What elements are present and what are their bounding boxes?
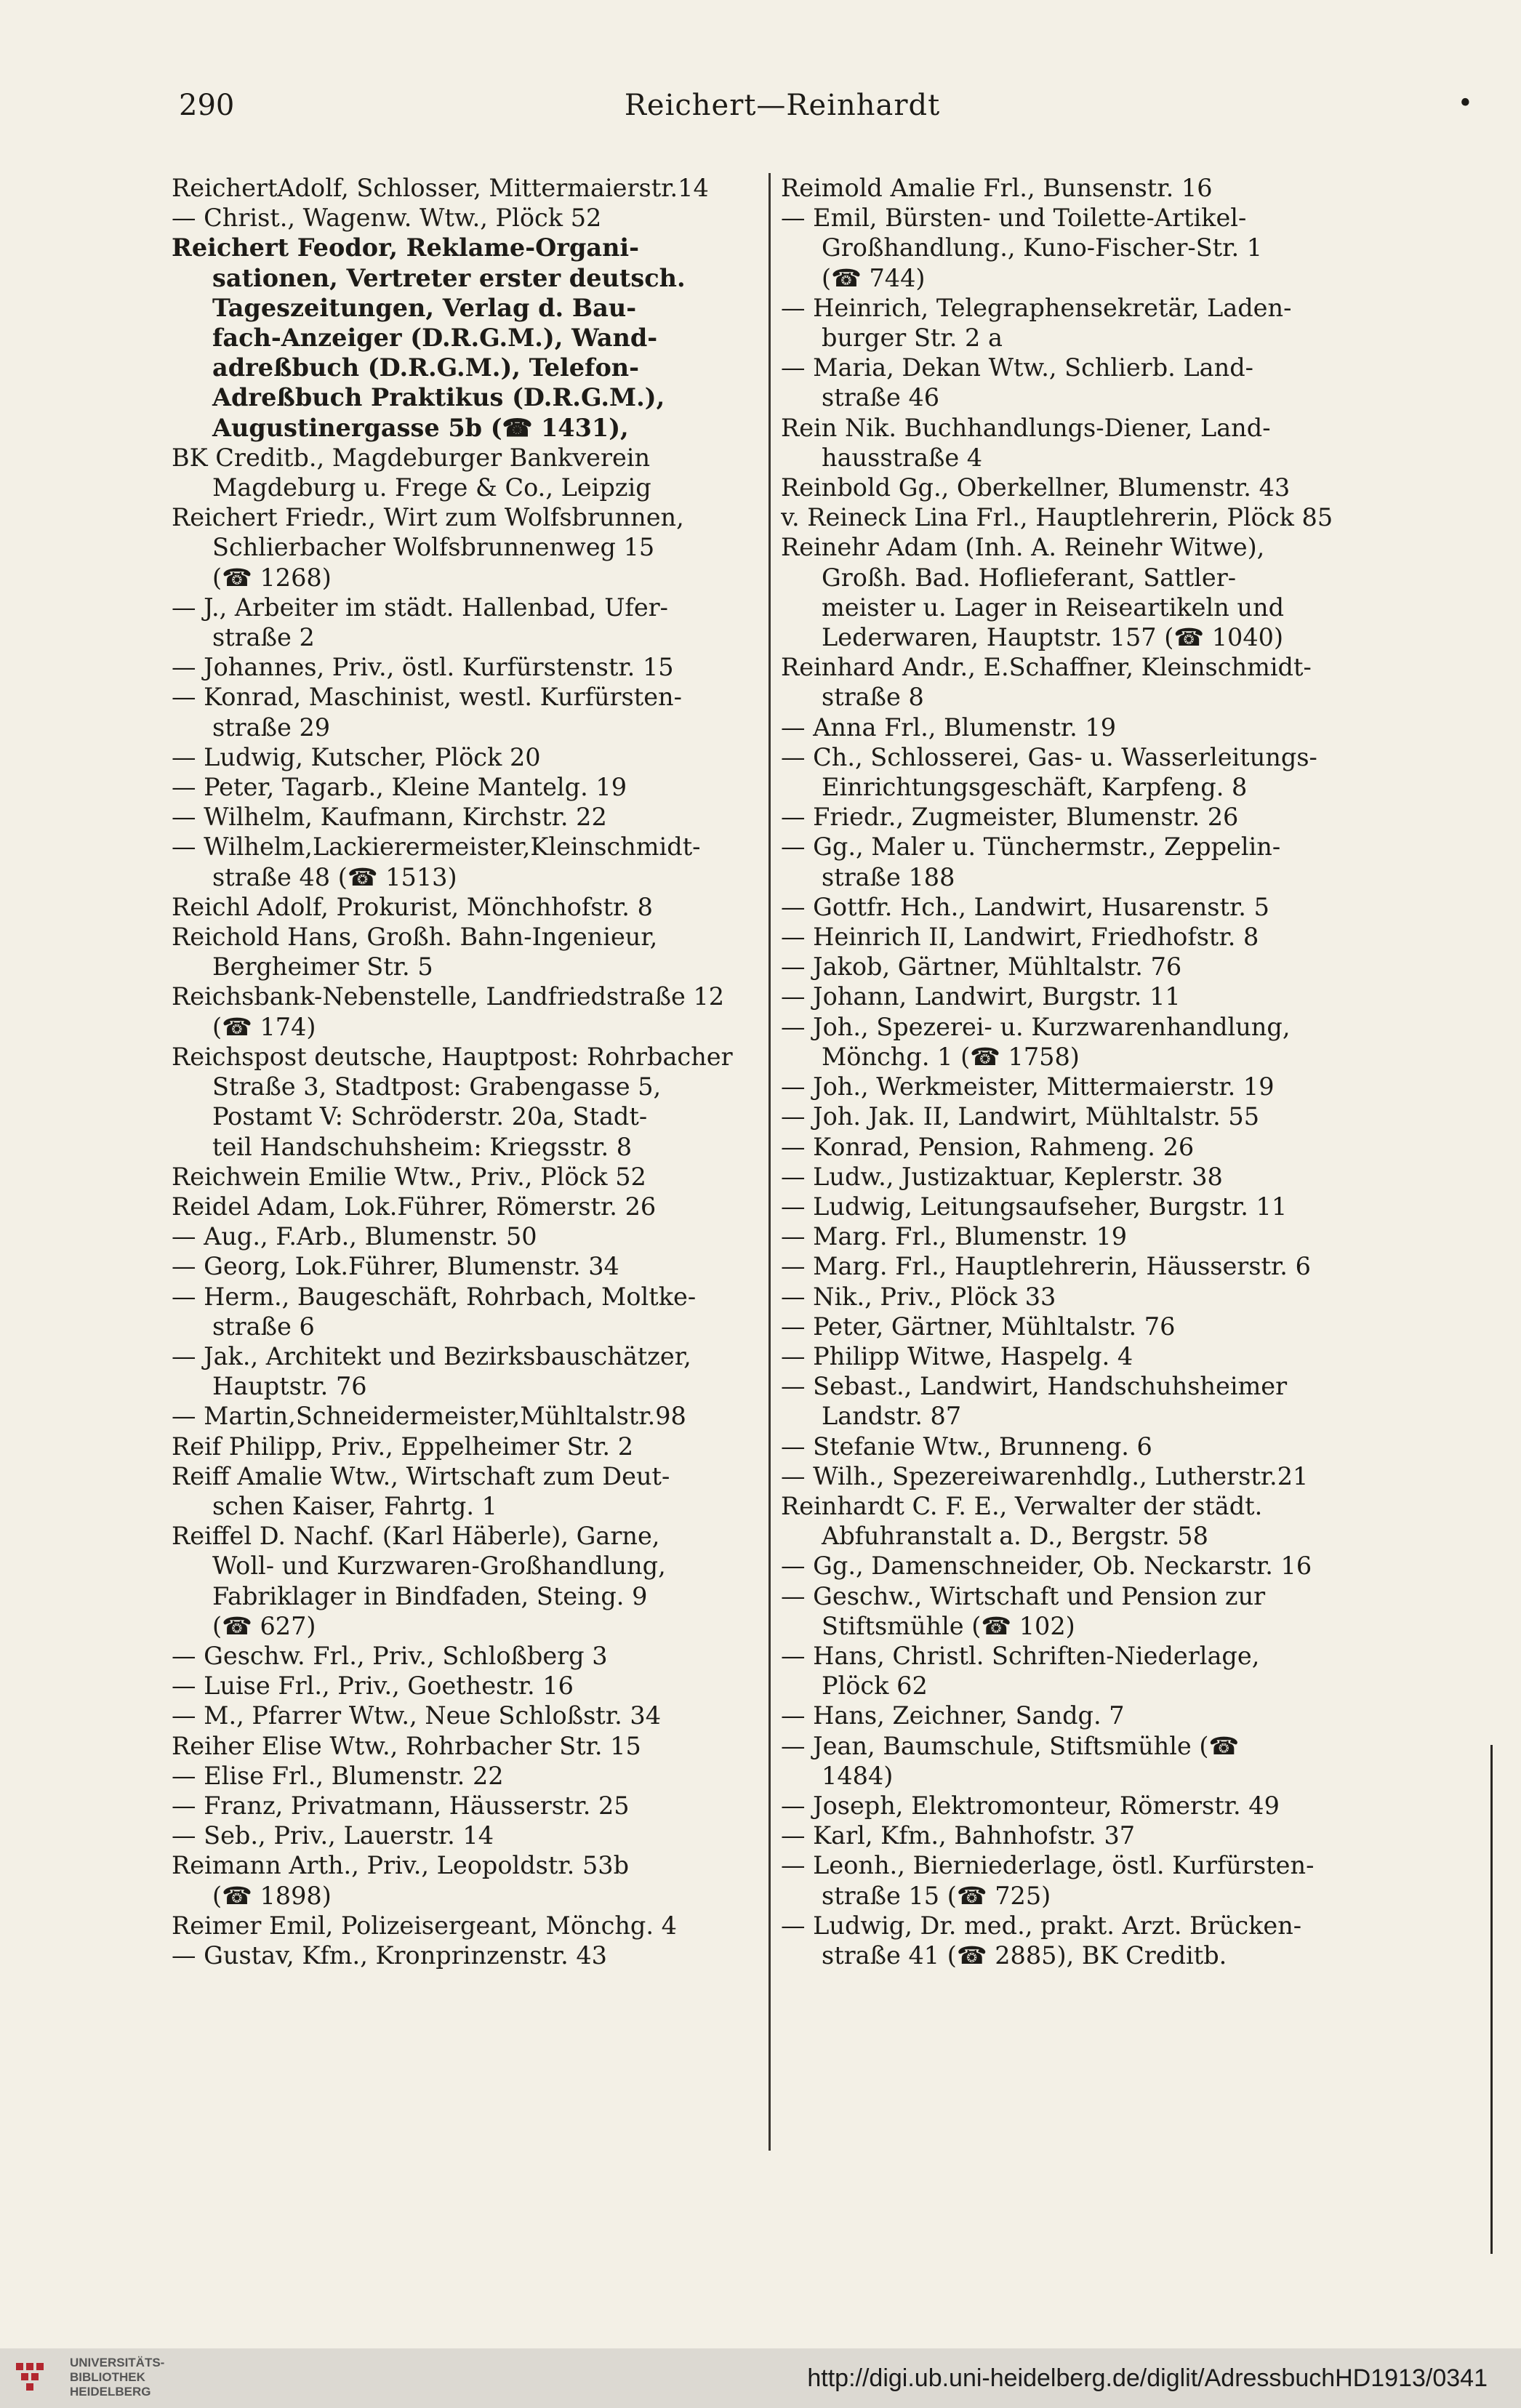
directory-entry (781, 1551, 1363, 1581)
entry-line: Reif Philipp, Priv., Eppelheimer Str. 2 (172, 1432, 634, 1461)
entry-line: Reimann Arth., Priv., Leopoldstr. 53b (172, 1851, 630, 1880)
directory-entry (781, 1701, 1363, 1730)
entry-line: — Heinrich, Telegraphensekretär, Laden- (781, 293, 1292, 322)
directory-entry (172, 443, 753, 502)
entry-line: — Joh. Jak. II, Landwirt, Mühltalstr. 55 (781, 1102, 1260, 1131)
directory-entry (172, 1401, 753, 1431)
directory-entry (172, 832, 753, 891)
entry-continuation-line: teil Handschuhsheim: Kriegsstr. 8 (212, 1132, 633, 1161)
entry-continuation-line: straße 41 (☎ 2885), BK Creditb. (822, 1941, 1227, 1970)
entry-line: — Ludwig, Dr. med., prakt. Arzt. Brücken- (781, 1911, 1302, 1940)
page-header (179, 89, 1473, 132)
entry-continuation-line: (☎ 174) (212, 1012, 316, 1041)
directory-entry (172, 173, 753, 203)
entry-line: — Joh., Werkmeister, Mittermaierstr. 19 (781, 1072, 1275, 1101)
directory-entry (172, 1791, 753, 1821)
directory-entry (781, 832, 1363, 891)
entry-line: — Johann, Landwirt, Burgstr. 11 (781, 982, 1181, 1011)
directory-entry (172, 1461, 753, 1521)
permalink-url[interactable]: http://digi.ub.uni-heidelberg.de/diglit/AdressbuchHD1913/0341 (807, 2364, 1488, 2392)
entry-line: Reichert Feodor, Reklame-Organi- (172, 233, 640, 262)
entry-line: Rein Nik. Buchhandlungs-Diener, Land- (781, 413, 1271, 442)
entry-continuation-line: Plöck 62 (822, 1671, 928, 1701)
directory-entry (781, 293, 1363, 353)
entry-continuation-line: (☎ 1898) (212, 1881, 332, 1910)
directory-entry (781, 1731, 1363, 1791)
directory-entry (781, 1012, 1363, 1072)
directory-entry (781, 473, 1363, 502)
entry-line: — Herm., Baugeschäft, Rohrbach, Moltke- (172, 1282, 697, 1311)
entry-line: — Gustav, Kfm., Kronprinzenstr. 43 (172, 1941, 607, 1970)
entry-continuation-line: Woll- und Kurzwaren-Großhandlung, (212, 1552, 666, 1581)
entry-line: — Hans, Christl. Schriften-Niederlage, (781, 1641, 1260, 1670)
entry-continuation-line: Bergheimer Str. 5 (212, 952, 433, 982)
directory-entry (172, 1341, 753, 1401)
entry-line: — Luise Frl., Priv., Goethestr. 16 (172, 1671, 574, 1701)
entry-line: — Wilhelm, Kaufmann, Kirchstr. 22 (172, 803, 607, 832)
directory-entry (781, 502, 1363, 532)
entry-line: Reiffel D. Nachf. (Karl Häberle), Garne, (172, 1522, 660, 1551)
entry-line: — Joh., Spezerei- u. Kurzwarenhandlung, (781, 1012, 1291, 1041)
directory-entry (781, 892, 1363, 922)
directory-entry (172, 1941, 753, 1970)
entry-line: — Stefanie Wtw., Brunneng. 6 (781, 1432, 1152, 1461)
directory-entry (781, 1162, 1363, 1192)
directory-entry (172, 1221, 753, 1251)
directory-entry (172, 1251, 753, 1281)
entry-continuation-line: straße 46 (822, 383, 940, 412)
right-column (781, 173, 1363, 1970)
entry-continuation-line: Einrichtungsgeschäft, Karpfeng. 8 (822, 773, 1248, 802)
entry-line: Reimer Emil, Polizeisergeant, Mönchg. 4 (172, 1911, 677, 1940)
entry-line: — Geschw., Wirtschaft und Pension zur (781, 1581, 1266, 1610)
entry-line: — Geschw. Frl., Priv., Schloßberg 3 (172, 1641, 608, 1670)
directory-entry (172, 1042, 753, 1162)
entry-continuation-line: adreßbuch (D.R.G.M.), Telefon- (212, 353, 640, 382)
entry-continuation-line: burger Str. 2 a (822, 324, 1003, 353)
directory-entry (781, 1581, 1363, 1641)
entry-continuation-line: hausstraße 4 (822, 443, 983, 472)
entry-continuation-line: Fabriklager in Bindfaden, Steing. 9 (212, 1581, 648, 1610)
entry-line: — Elise Frl., Blumenstr. 22 (172, 1761, 504, 1790)
entry-line: — Christ., Wagenw. Wtw., Plöck 52 (172, 204, 602, 233)
directory-entry (781, 1341, 1363, 1371)
entry-line: — Konrad, Maschinist, westl. Kurfürsten- (172, 683, 682, 712)
directory-entry (172, 593, 753, 652)
entry-continuation-line: Tageszeitungen, Verlag d. Bau- (212, 293, 637, 322)
left-column (172, 173, 753, 1970)
directory-entry (781, 1371, 1363, 1431)
entry-continuation-line: straße 29 (212, 713, 331, 742)
directory-entry (781, 802, 1363, 832)
directory-entry (781, 1850, 1363, 1910)
directory-entry (172, 1731, 753, 1761)
entry-line: — Jak., Architekt und Bezirksbauschätzer, (172, 1341, 691, 1370)
directory-entry (781, 922, 1363, 952)
entry-line: ReichertAdolf, Schlosser, Mittermaierstr.14 (172, 174, 709, 202)
directory-entry (172, 892, 753, 922)
entry-line: Reichsbank-Nebenstelle, Landfriedstraße 12 (172, 982, 725, 1011)
entry-continuation-line: straße 6 (212, 1312, 315, 1341)
entry-line: — Wilhelm,Lackierermeister,Kleinschmidt- (172, 832, 701, 862)
directory-entry (172, 1641, 753, 1671)
entry-line: Reichspost deutsche, Hauptpost: Rohrbacher (172, 1042, 733, 1071)
entry-continuation-line: Augustinergasse 5b (☎ 1431), (212, 413, 629, 442)
entry-continuation-line: Landstr. 87 (822, 1402, 962, 1431)
entry-line: — Ch., Schlosserei, Gas- u. Wasserleitungs- (781, 742, 1317, 771)
directory-entry (781, 1821, 1363, 1850)
directory-entry (172, 1701, 753, 1730)
entry-line: — Johannes, Priv., östl. Kurfürstenstr. 15 (172, 653, 674, 682)
directory-entry (781, 1221, 1363, 1251)
entry-continuation-line: (☎ 1268) (212, 563, 332, 592)
entry-line: — M., Pfarrer Wtw., Neue Schloßstr. 34 (172, 1701, 662, 1730)
footer-bar (0, 2348, 1521, 2408)
directory-entry (781, 353, 1363, 412)
entry-continuation-line: fach-Anzeiger (D.R.G.M.), Wand- (212, 324, 658, 353)
entry-line: — Emil, Bürsten- und Toilette-Artikel- (781, 204, 1247, 233)
entry-continuation-line: meister u. Lager in Reiseartikeln und (822, 593, 1285, 622)
running-title: Reichert—Reinhardt (624, 89, 941, 122)
entry-line: — Friedr., Zugmeister, Blumenstr. 26 (781, 803, 1239, 832)
entry-line: — Gg., Damenschneider, Ob. Neckarstr. 16 (781, 1552, 1312, 1581)
entry-line: Reiher Elise Wtw., Rohrbacher Str. 15 (172, 1731, 641, 1760)
directory-entry (781, 713, 1363, 742)
directory-entry (172, 1761, 753, 1791)
entry-line: — Peter, Tagarb., Kleine Mantelg. 19 (172, 773, 627, 802)
entry-continuation-line: (☎ 744) (822, 263, 926, 292)
entry-line: — Gg., Maler u. Tünchermstr., Zeppelin- (781, 832, 1281, 862)
entry-line: Reinhard Andr., E.Schaffner, Kleinschmidt- (781, 653, 1312, 682)
entry-line: — Georg, Lok.Führer, Blumenstr. 34 (172, 1252, 619, 1281)
entry-line: Reiff Amalie Wtw., Wirtschaft zum Deut- (172, 1461, 670, 1490)
directory-entry (172, 772, 753, 802)
entry-continuation-line: sationen, Vertreter erster deutsch. (212, 263, 686, 292)
directory-entry (172, 1850, 753, 1910)
directory-entry (172, 1162, 753, 1192)
directory-entry (781, 203, 1363, 293)
directory-entry (172, 652, 753, 682)
entry-line: — Peter, Gärtner, Mühltalstr. 76 (781, 1312, 1176, 1341)
entry-line: — Gottfr. Hch., Landwirt, Husarenstr. 5 (781, 892, 1269, 921)
directory-entry (781, 1072, 1363, 1101)
directory-entry (781, 1312, 1363, 1341)
entry-line: Reinhardt C. F. E., Verwalter der städt. (781, 1491, 1263, 1520)
directory-entry (781, 1192, 1363, 1221)
entry-line: Reinbold Gg., Oberkellner, Blumenstr. 43 (781, 473, 1291, 502)
entry-line: — Hans, Zeichner, Sandg. 7 (781, 1701, 1125, 1730)
directory-entry (172, 982, 753, 1041)
directory-entry (781, 1282, 1363, 1312)
directory-entry (781, 952, 1363, 982)
entry-line: — Heinrich II, Landwirt, Friedhofstr. 8 (781, 923, 1259, 952)
directory-entry (172, 233, 753, 442)
directory-entry (781, 1641, 1363, 1701)
entry-continuation-line: straße 8 (822, 683, 924, 712)
entry-line: BK Creditb., Magdeburger Bankverein (172, 443, 651, 472)
entry-line: — Joseph, Elektromonteur, Römerstr. 49 (781, 1791, 1280, 1820)
directory-entry (781, 1791, 1363, 1821)
entry-continuation-line: Straße 3, Stadtpost: Grabengasse 5, (212, 1072, 662, 1101)
entry-line: Reichwein Emilie Wtw., Priv., Plöck 52 (172, 1162, 646, 1191)
directory-entry (781, 1491, 1363, 1551)
entry-line: — J., Arbeiter im städt. Hallenbad, Ufer- (172, 593, 668, 622)
directory-entry (172, 1521, 753, 1641)
entry-continuation-line: Großhandlung., Kuno-Fischer-Str. 1 (822, 233, 1263, 262)
entry-continuation-line: Adreßbuch Praktikus (D.R.G.M.), (212, 383, 665, 412)
entry-line: v. Reineck Lina Frl., Hauptlehrerin, Plöck 85 (781, 503, 1333, 532)
entry-line: Reichert Friedr., Wirt zum Wolfsbrunnen, (172, 503, 684, 532)
entry-continuation-line: straße 2 (212, 623, 315, 652)
library-name (70, 2356, 164, 2399)
entry-continuation-line: Großh. Bad. Hoflieferant, Sattler- (822, 563, 1237, 592)
directory-entry (172, 1911, 753, 1941)
entry-line: — Jakob, Gärtner, Mühltalstr. 76 (781, 952, 1182, 982)
directory-entry (172, 682, 753, 742)
entry-line: Reimold Amalie Frl., Bunsenstr. 16 (781, 174, 1213, 202)
entry-line: Reichold Hans, Großh. Bahn-Ingenieur, (172, 923, 658, 952)
directory-entry (781, 742, 1363, 802)
entry-line: — Philipp Witwe, Haspelg. 4 (781, 1341, 1133, 1370)
entry-continuation-line: (☎ 627) (212, 1611, 316, 1640)
directory-entry (172, 802, 753, 832)
entry-line: — Konrad, Pension, Rahmeng. 26 (781, 1132, 1195, 1161)
entry-line: — Martin,Schneidermeister,Mühltalstr.98 (172, 1402, 686, 1431)
directory-entry (172, 203, 753, 233)
directory-entry (172, 502, 753, 593)
directory-entry (172, 1192, 753, 1221)
entry-line: — Ludwig, Kutscher, Plöck 20 (172, 742, 541, 771)
entry-line: — Anna Frl., Blumenstr. 19 (781, 713, 1117, 742)
entry-line: — Karl, Kfm., Bahnhofstr. 37 (781, 1821, 1136, 1850)
entry-line: — Marg. Frl., Blumenstr. 19 (781, 1222, 1128, 1251)
entry-line: Reidel Adam, Lok.Führer, Römerstr. 26 (172, 1192, 657, 1221)
entry-line: — Jean, Baumschule, Stiftsmühle (☎ (781, 1731, 1240, 1760)
directory-entry (172, 1432, 753, 1461)
entry-continuation-line: schen Kaiser, Fahrtg. 1 (212, 1491, 497, 1520)
entry-line: Reichl Adolf, Prokurist, Mönchhofstr. 8 (172, 892, 653, 921)
entry-continuation-line: straße 15 (☎ 725) (822, 1881, 1051, 1910)
directory-entry (172, 1282, 753, 1341)
binding-edge-mark (1490, 1745, 1493, 2254)
entry-line: Reinehr Adam (Inh. A. Reinehr Witwe), (781, 533, 1265, 562)
directory-entry (781, 1101, 1363, 1131)
page-number: 290 (179, 89, 235, 122)
entry-continuation-line: Mönchg. 1 (☎ 1758) (822, 1042, 1080, 1071)
entry-line: — Marg. Frl., Hauptlehrerin, Häusserstr. 6 (781, 1252, 1311, 1281)
entry-line: — Sebast., Landwirt, Handschuhsheimer (781, 1372, 1288, 1401)
directory-entry (172, 742, 753, 772)
directory-entry (781, 1461, 1363, 1491)
library-line: UNIVERSITÄTS- (70, 2356, 165, 2369)
directory-entry (781, 173, 1363, 203)
directory-entry (781, 532, 1363, 652)
directory-entry (781, 652, 1363, 712)
university-logo-icon (15, 2359, 58, 2396)
entry-line: — Leonh., Bierniederlage, östl. Kurfürsten- (781, 1851, 1315, 1880)
directory-entry (781, 1432, 1363, 1461)
entry-line: — Maria, Dekan Wtw., Schlierb. Land- (781, 353, 1253, 382)
entry-continuation-line: Schlierbacher Wolfsbrunnenweg 15 (212, 533, 655, 562)
entry-line: — Seb., Priv., Lauerstr. 14 (172, 1821, 494, 1850)
directory-entry (781, 982, 1363, 1011)
margin-mark: • (1457, 89, 1473, 119)
directory-entry (781, 1911, 1363, 1970)
entry-continuation-line: Magdeburg u. Frege & Co., Leipzig (212, 473, 651, 502)
directory-entry (781, 1251, 1363, 1281)
column-divider (768, 173, 771, 2151)
entry-line: — Nik., Priv., Plöck 33 (781, 1282, 1056, 1311)
entry-line: — Ludwig, Leitungsaufseher, Burgstr. 11 (781, 1192, 1288, 1221)
directory-entry (781, 1132, 1363, 1162)
entry-line: — Wilh., Spezereiwarenhdlg., Lutherstr.21 (781, 1461, 1309, 1490)
directory-entry (781, 413, 1363, 473)
entry-line: — Aug., F.Arb., Blumenstr. 50 (172, 1222, 537, 1251)
directory-entry (172, 922, 753, 982)
entry-line: — Ludw., Justizaktuar, Keplerstr. 38 (781, 1162, 1223, 1191)
entry-continuation-line: straße 48 (☎ 1513) (212, 862, 457, 891)
directory-entry (172, 1821, 753, 1850)
directory-entry (172, 1671, 753, 1701)
library-line: HEIDELBERG (70, 2385, 151, 2399)
entry-continuation-line: Abfuhranstalt a. D., Bergstr. 58 (822, 1522, 1208, 1551)
entry-continuation-line: Hauptstr. 76 (212, 1372, 367, 1401)
entry-continuation-line: straße 188 (822, 862, 955, 891)
entry-continuation-line: Postamt V: Schröderstr. 20a, Stadt- (212, 1102, 648, 1131)
entry-continuation-line: Stiftsmühle (☎ 102) (822, 1611, 1075, 1640)
entry-continuation-line: 1484) (822, 1761, 894, 1790)
entry-line: — Franz, Privatmann, Häusserstr. 25 (172, 1791, 630, 1820)
entry-continuation-line: Lederwaren, Hauptstr. 157 (☎ 1040) (822, 623, 1284, 652)
library-line: BIBLIOTHEK (70, 2370, 145, 2384)
